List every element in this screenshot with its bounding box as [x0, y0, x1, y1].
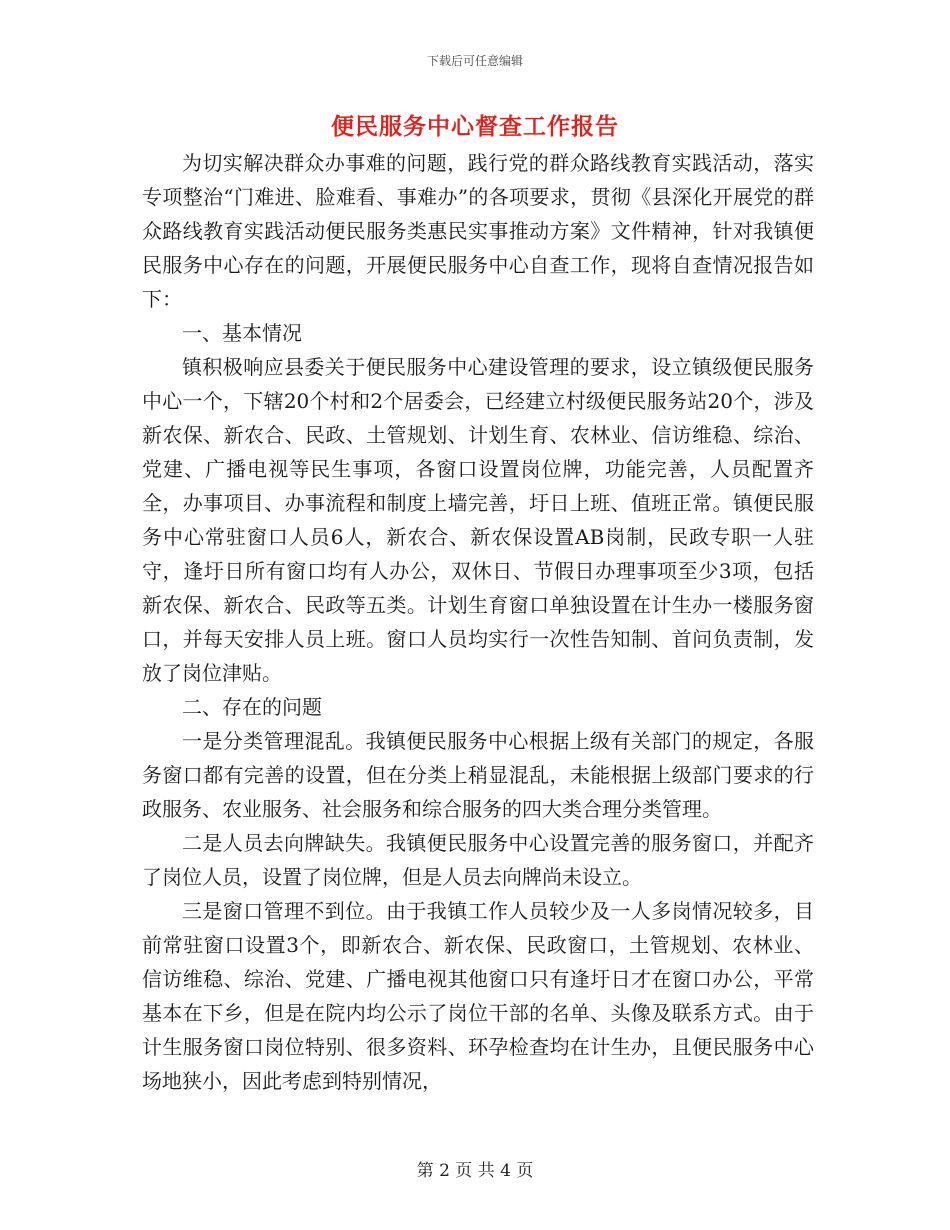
- section-heading-problems: 二、存在的问题: [182, 695, 322, 719]
- header-note: 下载后可任意编辑: [426, 54, 523, 68]
- paragraph-problem-3: 三是窗口管理不到位。由于我镇工作人员较少及一人多岗情况较多，目前常驻窗口设置3个，即新农合、新农保、民政窗口，土管规划、农林业、信访维稳、综治、党建、广播电视其他窗口只有逢圩日才在窗口办公，平常基本在下乡，但是在院内均公示了岗位干部的名单、头像及联系方式。由于计生服务窗口岗位特别、很多资料、环孕检查均在计生办，且便民服务中心场地狭小，因此考虑到特别情况，: [142, 899, 814, 1093]
- paragraph-basic: 镇积极响应县委关于便民服务中心建设管理的要求，设立镇级便民服务中心一个，下辖20个村和2个居委会，已经建立村级便民服务站20个，涉及新农保、新农合、民政、土管规划、计划生育、农林业、信访维稳、综治、党建、广播电视等民生事项，各窗口设置岗位牌，功能完善，人员配置齐全，办事项目、办事流程和制度上墙完善，圩日上班、值班正常。镇便民服务中心常驻窗口人员6人，新农合、新农保设置AB岗制，民政专职一人驻守，逢圩日所有窗口均有人办公，双休日、节假日办理事项至少3项，包括新农保、新农合、民政等五类。计划生育窗口单独设置在计生办一楼服务窗口，并每天安排人员上班。窗口人员均实行一次性告知制、首问负责制，发放了岗位津贴。: [142, 355, 814, 685]
- paragraph-problem-1: 一是分类管理混乱。我镇便民服务中心根据上级有关部门的规定，各服务窗口都有完善的设置，但在分类上稍显混乱，未能根据上级部门要求的行政服务、农业服务、社会服务和综合服务的四大类合理分类管理。: [142, 729, 814, 821]
- paragraph-problem-2: 二是人员去向牌缺失。我镇便民服务中心设置完善的服务窗口，并配齐了岗位人员，设置了岗位牌，但是人员去向牌尚未设立。: [142, 831, 814, 889]
- document-title: 便民服务中心督查工作报告: [331, 113, 619, 140]
- section-heading-basic: 一、基本情况: [182, 321, 302, 345]
- page-number: 第 2 页 共 4 页: [416, 1161, 534, 1181]
- document-body: [142, 146, 814, 1098]
- paragraph-intro: 为切实解决群众办事难的问题，践行党的群众路线教育实践活动，落实专项整治“门难进、脸难看、事难办”的各项要求，贯彻《县深化开展党的群众路线教育实践活动便民服务类惠民实事推动方案》文件精神，针对我镇便民服务中心存在的问题，开展便民服务中心自查工作，现将自查情况报告如下：: [142, 151, 814, 311]
